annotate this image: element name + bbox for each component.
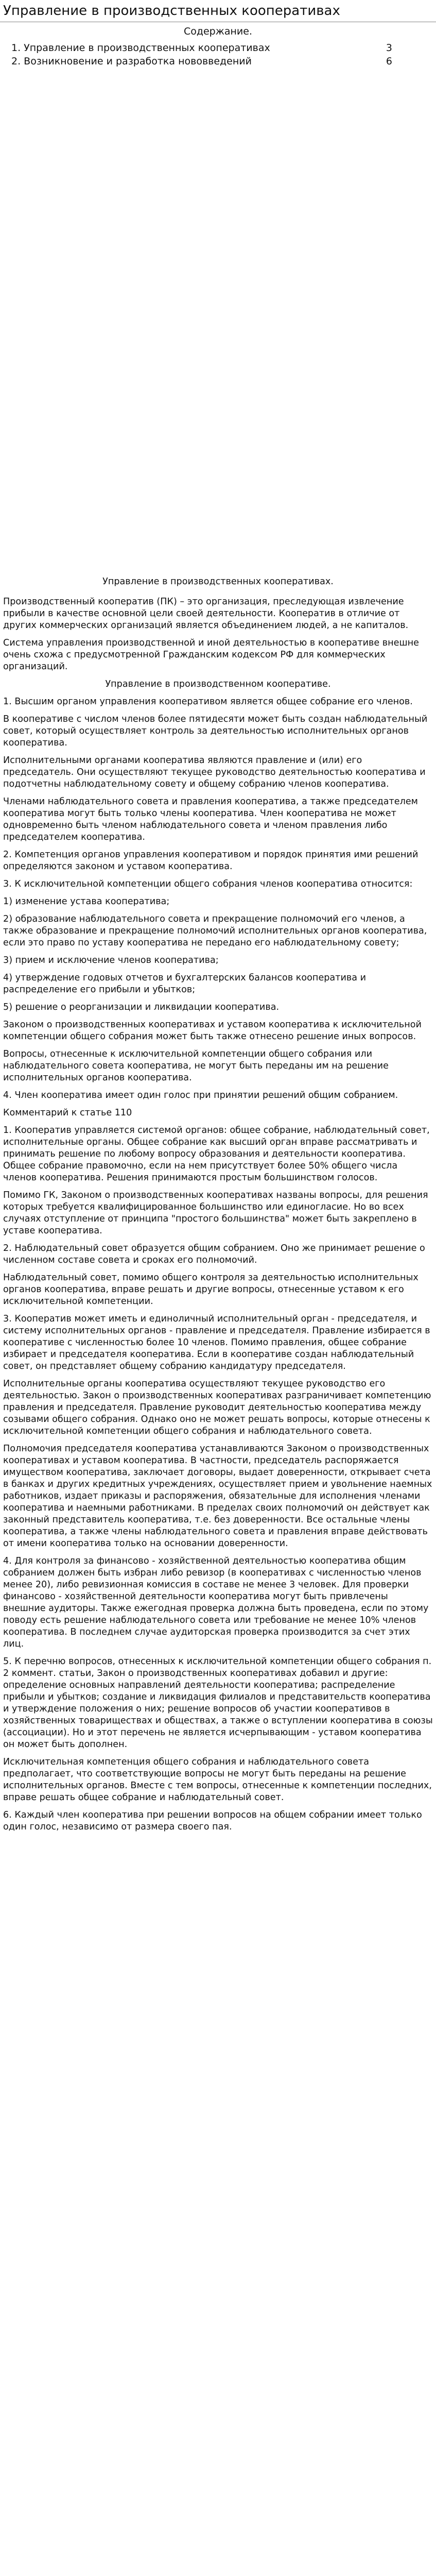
paragraph: 4) утверждение годовых отчетов и бухгалтерских балансов кооператива и распределение его прибыли и убытков; [3,973,367,995]
toc-item [11,55,392,68]
paragraph: 2. Наблюдательный совет образуется общим собранием. Оно же принимает решение о численном составе совета и сроках его полномочий. [3,1243,425,1265]
paragraph: Исполнительными органами кооператива являются правление и (или) его председатель. Они осуществляют текущее руководство деятельностью кооператива и подотчетны наблюдательному совету и общему собранию членов кооператива. [3,755,426,789]
paragraph: Законом о производственных кооперативах и уставом кооператива к исключительной компетенции общего собрания может быть также отнесено решение иных вопросов. [3,1020,422,1042]
paragraph: 5) решение о реорганизации и ликвидации кооператива. [3,1002,280,1012]
paragraph: Членами наблюдательного совета и правления кооператива, а также председателем кооператива могут быть только члены кооператива. Член кооператива не может одновременно быть членом наблюдательного совета и членом правления либо председателем кооператива. [3,796,418,842]
paragraph: Комментарий к статье 110 [3,1108,132,1118]
paragraph: 4. Для контроля за финансово - хозяйственной деятельностью кооператива общим собранием должен быть избран либо ревизор (в кооперативах с численностью членов менее 20), либо ревизионная комиссия в составе не менее 3 человек. Для проверки финансово - хозяйственной деятельности кооператива могут быть привлечены внешние аудиторы. Также ежегодная проверка должна быть проведена, если по этому поводу есть решение наблюдательного совета или требование не менее 10% членов кооператива. В последнем случае аудиторская проверка производится за счет этих лиц. [3,1556,429,1649]
paragraph: 3. К исключительной компетенции общего собрания членов кооператива относится: [3,879,413,889]
paragraph: Производственный кооператив (ПК) – это организация, преследующая извлечение прибыли в качестве основной цели своей деятельности. Кооператив в отличие от других коммерческих организаций является объединением людей, а не капиталов. [3,597,409,631]
subheading: Управление в производственном кооперативе. [105,679,331,689]
toc-item [11,41,392,55]
paragraph: Исполнительные органы кооператива осуществляют текущее руководство его деятельностью. Закон о производственных кооперативах разграничивает компетенцию правления и председателя. Правление руководит деятельностью кооператива между созывами общего собрания. Однако оно не может решать вопросы, которые отнесены к исключительной компетенции общего собрания и наблюдательного совета. [3,1379,431,1436]
paragraph: 4. Член кооператива имеет один голос при принятии решений общим собранием. [3,1090,398,1100]
paragraph: 6. Каждый член кооператива при решении вопросов на общем собрании имеет только один голос, независимо от размера своего пая. [3,1810,422,1832]
paragraph: Полномочия председателя кооператива устанавливаются Законом о производственных кооперативах и уставом кооператива. В частности, председатель распоряжается имуществом кооператива, заключает договоры, выдает доверенности, открывает счета в банках и других кредитных учреждениях, осуществляет прием и увольнение наемных работников, издает приказы и распоряжения, обязательные для исполнения членами кооператива и наемными работниками. В пределах своих полномочий он действует как законный представитель кооператива, т.е. без доверенности. Все остальные члены кооператива, а также члены наблюдательного совета и правления вправе действовать от имени кооператива только на основании доверенности. [3,1444,432,1549]
paragraph: 1. Высшим органом управления кооперативом является общее собрание его членов. [3,697,413,707]
paragraph: 1. Кооператив управляется системой органов: общее собрание, наблюдательный совет, исполнительные органы. Общее собрание как высший орган вправе рассматривать и принимать решение по любому вопросу образования и деятельности кооператива. Общее собрание правомочно, если на нем присутствует более 50% общего числа членов кооператива. Решения принимаются простым большинством голосов. [3,1125,430,1183]
paragraph: 2) образование наблюдательного совета и прекращение полномочий его членов, а также образование и прекращение полномочий исполнительных органов кооператива, если это право по уставу кооператива не передано его наблюдательному совету; [3,914,427,948]
toc-item-page: 6 [386,56,392,67]
paragraph: Система управления производственной и иной деятельностью в кооперативе внешне очень схожа с предусмотренной Гражданским кодексом РФ для коммерческих организаций. [3,638,419,672]
paragraph: Помимо ГК, Законом о производственных кооперативах названы вопросы, для решения которых требуется квалифицированное большинство или единогласие. Но во всех случаях отступление от принципа "простого большинства" может быть закреплено в уставе кооператива. [3,1190,428,1236]
paragraph: 3) прием и исключение членов кооператива; [3,955,219,965]
toc-item-label: 1. Управление в производственных кооперативах [11,42,270,54]
paragraph: Наблюдательный совет, помимо общего контроля за деятельностью исполнительных органов кооператива, вправе решать и другие вопросы, отнесенные уставом к его исключительной компетенции. [3,1273,418,1307]
paragraph-list [3,596,433,1833]
paragraph: 2. Компетенция органов управления кооперативом и порядок принятия ими решений определяются законом и уставом кооператива. [3,850,418,872]
paragraph: 5. К перечню вопросов, отнесенных к исключительной компетенции общего собрания п. 2 коммент. статьи, Закон о производственных кооперативах добавил и другие: определение основных направлений деятельности кооператива; распределение прибыли и убытков; создание и ликвидация филиалов и представительств кооператива и утверждение положения о них; решение вопросов об участии кооперативов в хозяйственных товариществах и обществах, а также о вступлении кооператива в союзы (ассоциации). Но и этот перечень не является исчерпывающим - уставом кооператива он может быть дополнен. [3,1656,433,1750]
toc-item-label: 2. Возникновение и разработка нововведений [11,56,252,67]
paragraph: 3. Кооператив может иметь и единоличный исполнительный орган - председателя, и систему исполнительных органов - правление и председателя. Правление избирается в кооперативе с численностью более 10 членов. Помимо правления, общее собрание избирает и председателя кооператива. Если в кооперативе создан наблюдательный совет, он представляет общему собранию кандидатуру председателя. [3,1314,430,1371]
paragraph: 1) изменение устава кооператива; [3,896,170,907]
paragraph: В кооперативе с числом членов более пятидесяти может быть создан наблюдательный совет, который осуществляет контроль за деятельностью исполнительных органов кооператива. [3,714,428,748]
paragraph: Исключительная компетенция общего собрания и наблюдательного совета предполагает, что соответствующие вопросы не могут быть переданы на решение исполнительных органов. Вместе с тем вопросы, отнесенные к компетенции последних, вправе решать общее собрание и наблюдательный совет. [3,1757,432,1803]
table-of-contents [11,41,392,68]
paragraph: Вопросы, отнесенные к исключительной компетенции общего собрания или наблюдательного совета кооператива, не могут быть переданы им на решение исполнительных органов кооператива. [3,1049,389,1083]
toc-title: Содержание. [183,26,253,37]
toc-item-page: 3 [386,42,392,54]
document-title: Управление в производственных кооперативах [3,3,340,19]
section-heading: Управление в производственных кооперативах. [102,577,334,587]
document-body [3,576,433,1839]
